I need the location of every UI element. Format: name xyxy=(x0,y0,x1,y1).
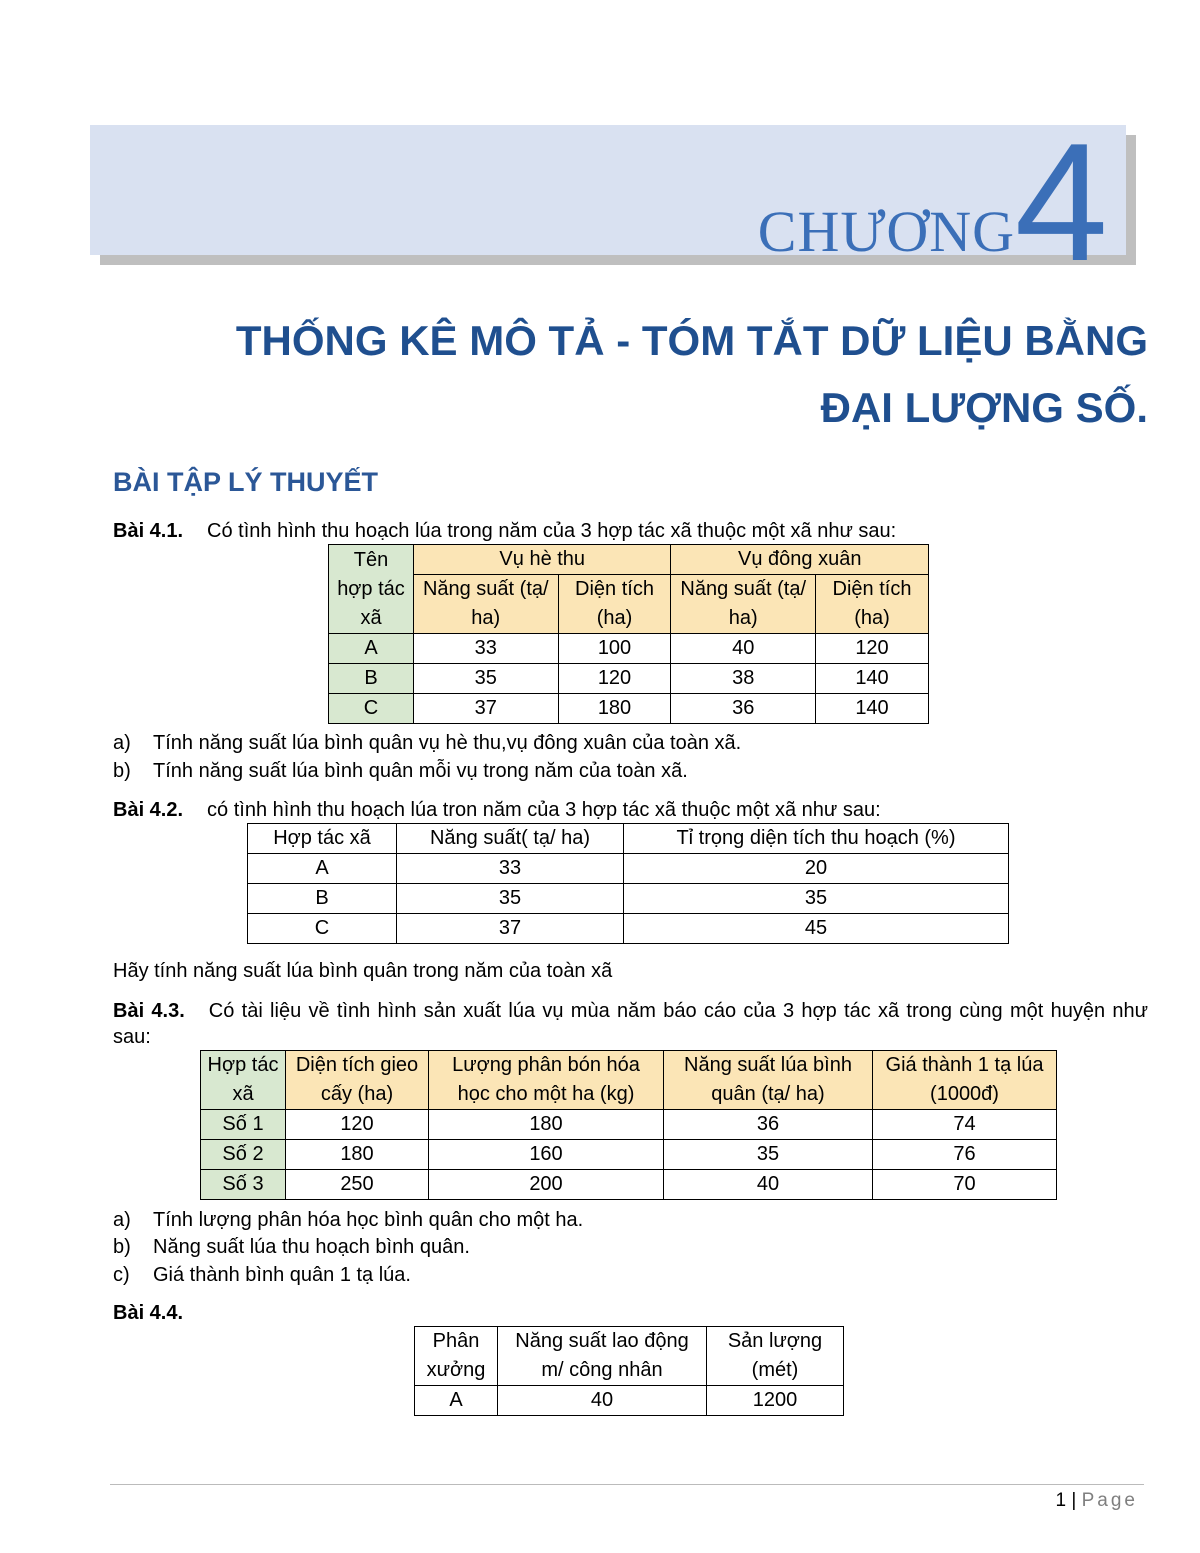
bai43-question-c xyxy=(113,1262,411,1288)
question-text: Tính năng suất lúa bình quân mỗi vụ trong năm của toàn xã. xyxy=(153,760,688,782)
bai44-header-workshop: Phân xưởng xyxy=(415,1327,498,1386)
table-cell: 120 xyxy=(286,1110,429,1140)
table-cell: 120 xyxy=(816,634,929,664)
bai42-text: có tình hình thu hoạch lúa tron năm của 3 hợp tác xã thuộc một xã như sau: xyxy=(207,799,881,821)
bai44-header-output: Sản lượng (mét) xyxy=(707,1327,844,1386)
bai42-header-coop: Hợp tác xã xyxy=(248,824,397,854)
footer-rule xyxy=(110,1484,1144,1485)
bai41-header-winter: Vụ đông xuân xyxy=(671,545,929,575)
table-cell: 250 xyxy=(286,1170,429,1200)
bai44-header-productivity: Năng suất lao động m/ công nhân xyxy=(498,1327,707,1386)
table-row xyxy=(248,914,1009,944)
bai44-table xyxy=(414,1326,844,1416)
table-cell: A xyxy=(415,1386,498,1416)
table-cell: 40 xyxy=(664,1170,873,1200)
section-heading: BÀI TẬP LÝ THUYẾT xyxy=(113,467,379,497)
table-cell: 100 xyxy=(558,634,671,664)
table-cell: 40 xyxy=(498,1386,707,1416)
bai43-text: Có tài liệu về tình hình sản xuất lúa vụ mùa năm báo cáo của 3 hợp tác xã trong cùng một huyện như sau: xyxy=(113,1000,1148,1048)
table-row xyxy=(329,664,929,694)
table-cell: C xyxy=(329,694,414,724)
question-label: b) xyxy=(113,1236,131,1258)
bai42-header-share: Tỉ trọng diện tích thu hoạch (%) xyxy=(624,824,1009,854)
bai43-statement xyxy=(113,998,1148,1050)
table-row xyxy=(415,1386,844,1416)
chapter-number: 4 xyxy=(1014,108,1108,296)
chapter-title-line1: THỐNG KÊ MÔ TẢ - TÓM TẮT DỮ LIỆU BẰNG xyxy=(235,317,1148,364)
bai43-header-cost: Giá thành 1 tạ lúa (1000đ) xyxy=(873,1051,1057,1110)
table-cell: B xyxy=(329,664,414,694)
table-cell: Số 1 xyxy=(201,1110,286,1140)
table-cell: 76 xyxy=(873,1140,1057,1170)
chapter-word: CHƯƠNG xyxy=(757,199,1015,264)
bai43-question-a xyxy=(113,1207,583,1233)
table-cell: 70 xyxy=(873,1170,1057,1200)
question-text: Năng suất lúa thu hoạch bình quân. xyxy=(153,1236,470,1258)
bai43-question-b xyxy=(113,1234,470,1260)
table-cell: 35 xyxy=(664,1140,873,1170)
bai42-question: Hãy tính năng suất lúa bình quân trong năm của toàn xã xyxy=(113,960,613,982)
bai44-label: Bài 4.4. xyxy=(113,1302,184,1324)
bai41-header-yield-winter: Năng suất (tạ/ ha) xyxy=(671,575,816,634)
chapter-title xyxy=(98,307,1148,441)
table-cell: 36 xyxy=(664,1110,873,1140)
bai43-header-area: Diện tích gieo cấy (ha) xyxy=(286,1051,429,1110)
table-cell: 160 xyxy=(429,1140,664,1170)
page-separator: | xyxy=(1066,1490,1082,1511)
bai43-header-yield: Năng suất lúa bình quân (tạ/ ha) xyxy=(664,1051,873,1110)
bai42-label: Bài 4.2. xyxy=(113,799,184,821)
table-cell: 35 xyxy=(414,664,559,694)
page-footer xyxy=(1056,1490,1138,1512)
chapter-title-line2: ĐẠI LƯỢNG SỐ. xyxy=(820,384,1148,431)
page-word: Page xyxy=(1081,1490,1138,1511)
bai41-label: Bài 4.1. xyxy=(113,520,184,542)
table-cell: 38 xyxy=(671,664,816,694)
question-label: a) xyxy=(113,1209,131,1231)
table-cell: 37 xyxy=(397,914,624,944)
table-cell: 45 xyxy=(624,914,1009,944)
bai43-label: Bài 4.3. xyxy=(113,1000,185,1022)
table-cell: 140 xyxy=(816,694,929,724)
bai41-question-a xyxy=(113,730,741,756)
table-cell: 40 xyxy=(671,634,816,664)
table-cell: 74 xyxy=(873,1110,1057,1140)
table-row xyxy=(329,634,929,664)
table-row xyxy=(248,884,1009,914)
table-row xyxy=(248,854,1009,884)
table-cell: 180 xyxy=(558,694,671,724)
bai41-statement xyxy=(113,518,896,544)
table-row xyxy=(201,1170,1057,1200)
bai41-question-b xyxy=(113,758,688,784)
table-cell: 140 xyxy=(816,664,929,694)
table-cell: 33 xyxy=(414,634,559,664)
question-label: a) xyxy=(113,732,131,754)
bai41-header-area-summer: Diện tích (ha) xyxy=(558,575,671,634)
bai43-header-coop: Hợp tác xã xyxy=(201,1051,286,1110)
table-cell: 1200 xyxy=(707,1386,844,1416)
table-row xyxy=(201,1110,1057,1140)
question-text: Tính lượng phân hóa học bình quân cho một ha. xyxy=(153,1209,584,1231)
table-cell: C xyxy=(248,914,397,944)
table-cell: Số 3 xyxy=(201,1170,286,1200)
table-row xyxy=(201,1140,1057,1170)
table-cell: 200 xyxy=(429,1170,664,1200)
table-cell: B xyxy=(248,884,397,914)
bai41-header-area-winter: Diện tích (ha) xyxy=(816,575,929,634)
bai41-text: Có tình hình thu hoạch lúa trong năm của 3 hợp tác xã thuộc một xã như sau: xyxy=(207,520,897,542)
table-cell: 35 xyxy=(624,884,1009,914)
question-label: b) xyxy=(113,760,131,782)
bai43-header-fertilizer: Lượng phân bón hóa học cho một ha (kg) xyxy=(429,1051,664,1110)
table-cell: 120 xyxy=(558,664,671,694)
table-cell: Số 2 xyxy=(201,1140,286,1170)
bai41-table xyxy=(328,544,929,724)
question-text: Tính năng suất lúa bình quân vụ hè thu,vụ đông xuân của toàn xã. xyxy=(153,732,742,754)
page-number: 1 xyxy=(1055,1490,1067,1511)
table-cell: 33 xyxy=(397,854,624,884)
bai43-table xyxy=(200,1050,1057,1200)
bai42-table xyxy=(247,823,1009,944)
bai42-header-yield: Năng suất( tạ/ ha) xyxy=(397,824,624,854)
question-text: Giá thành bình quân 1 tạ lúa. xyxy=(153,1264,411,1286)
bai41-header-name: Tên hợp tác xã xyxy=(329,545,414,634)
table-cell: 37 xyxy=(414,694,559,724)
bai42-statement xyxy=(113,797,881,823)
question-label: c) xyxy=(113,1264,130,1286)
table-cell: 180 xyxy=(429,1110,664,1140)
bai41-header-summer: Vụ hè thu xyxy=(414,545,671,575)
bai41-header-yield-summer: Năng suất (tạ/ ha) xyxy=(414,575,559,634)
table-cell: 35 xyxy=(397,884,624,914)
table-cell: A xyxy=(329,634,414,664)
table-cell: 180 xyxy=(286,1140,429,1170)
table-row xyxy=(329,694,929,724)
table-cell: 36 xyxy=(671,694,816,724)
table-cell: 20 xyxy=(624,854,1009,884)
table-cell: A xyxy=(248,854,397,884)
